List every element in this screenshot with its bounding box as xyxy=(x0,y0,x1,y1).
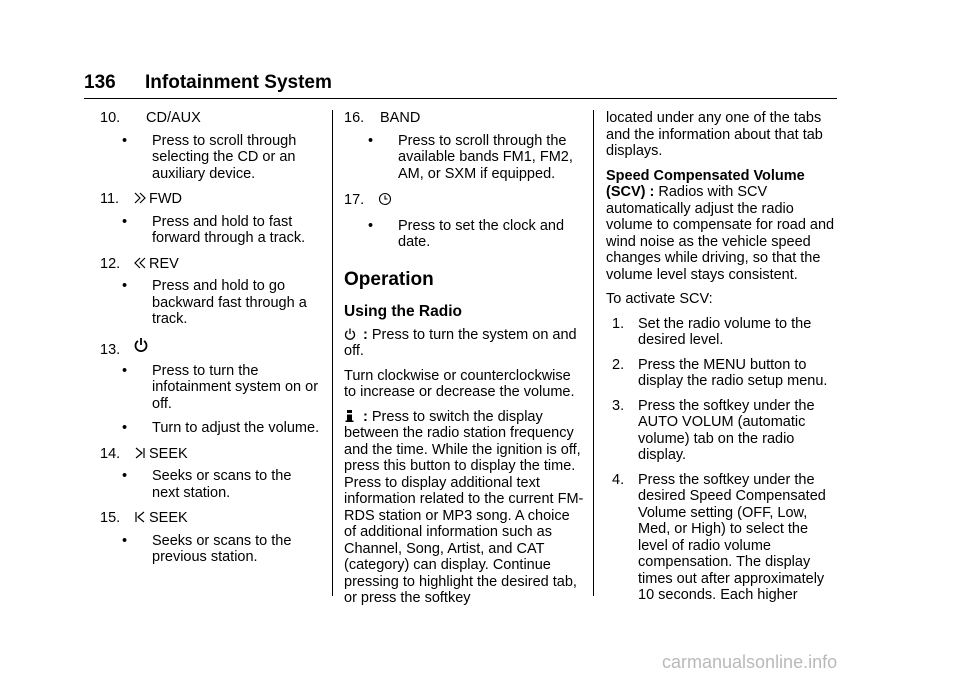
step-number: 2. xyxy=(612,356,625,373)
bullet-text: Press to turn the infotainment system on or off. xyxy=(152,362,319,412)
column-3 xyxy=(606,110,838,604)
step-number: 1. xyxy=(612,315,625,332)
column-divider-right xyxy=(593,110,594,596)
item-number: 12. xyxy=(100,255,121,272)
item-label: SEEK xyxy=(149,445,188,462)
list-item-16 xyxy=(344,110,584,182)
step-number: 4. xyxy=(612,471,625,488)
colon-separator: : xyxy=(359,326,372,343)
bullet-dot: • xyxy=(122,132,128,149)
info-paragraph xyxy=(344,409,584,607)
subsection-heading: Using the Radio xyxy=(344,302,462,320)
bullet-text: Press to scroll through selecting the CD or an auxiliary device. xyxy=(152,132,297,182)
column-divider-left xyxy=(332,110,333,596)
item-label: BAND xyxy=(380,110,421,126)
item-number: 15. xyxy=(100,510,121,526)
item-number: 14. xyxy=(100,445,121,462)
bullet-dot: • xyxy=(122,213,128,230)
bullet-text: Press and hold to fast forward through a track. xyxy=(152,213,306,246)
bullet xyxy=(122,363,320,413)
bullet xyxy=(122,278,320,328)
power-icon xyxy=(344,327,356,341)
bullet-text: Press to set the clock and date. xyxy=(398,217,565,250)
bullet-text: Seeks or scans to the next station. xyxy=(152,468,292,501)
bullet xyxy=(368,218,584,251)
volume-paragraph: Turn clockwise or counterclockwise to increase or decrease the volume. xyxy=(344,367,575,400)
bullet-dot: • xyxy=(122,278,128,294)
list-item-10 xyxy=(100,110,320,182)
step-text: Press the softkey under the AUTO VOLUM (automatic volume) tab on the radio display. xyxy=(638,397,815,463)
scv-label: Speed Compensated Volume (SCV) : xyxy=(606,167,805,200)
info-icon xyxy=(344,409,356,423)
bullet xyxy=(368,133,584,183)
bullet-dot: • xyxy=(122,362,128,379)
list-item-13 xyxy=(100,337,320,437)
continued-paragraph: located under any one of the tabs and the information about that tab displays. xyxy=(606,110,823,159)
step-number: 3. xyxy=(612,397,625,414)
steps-list xyxy=(606,316,838,604)
seek-next-icon xyxy=(134,446,146,460)
bullet xyxy=(122,533,320,566)
page-number: 136 xyxy=(84,72,116,93)
bullet-text: Press to scroll through the available bands FM1, FM2, AM, or SXM if equipped. xyxy=(398,132,573,182)
watermark: carmanualsonline.info xyxy=(662,652,838,672)
bullet xyxy=(122,468,320,501)
bullet xyxy=(122,214,320,247)
column-2 xyxy=(344,110,584,607)
seek-previous-icon xyxy=(134,510,146,524)
bullet-text: Press and hold to go backward fast through a track. xyxy=(152,278,307,327)
scv-paragraph xyxy=(606,168,838,284)
bullet-dot: • xyxy=(368,132,374,149)
step-item xyxy=(606,316,838,349)
step-text: Press the softkey under the desired Speed Compensated Volume setting (OFF, Low, Med, or High) to select the level of radio volume compensation. The display times out after approximately 10 seconds. Each higher xyxy=(638,471,826,603)
section-heading: Operation xyxy=(344,268,434,290)
header-rule xyxy=(84,98,837,99)
step-text: Set the radio volume to the desired level. xyxy=(638,315,812,348)
column-1 xyxy=(100,110,320,566)
fast-forward-icon xyxy=(134,191,146,205)
bullet-dot: • xyxy=(122,468,128,484)
item-label: CD/AUX xyxy=(146,110,201,126)
paragraph-text: Press to turn the system on and off. xyxy=(344,326,577,359)
bullet-dot: • xyxy=(122,532,128,549)
item-number: 10. xyxy=(100,110,121,126)
scv-text: Radios with SCV automatically adjust the radio volume to compensate for road and wind noise as the vehicle speed changes while driving, so that the volume level stays consistent. xyxy=(606,184,835,283)
bullet-text: Turn to adjust the volume. xyxy=(152,420,320,436)
colon-separator: : xyxy=(359,408,372,425)
step-item xyxy=(606,472,838,604)
page-title: Infotainment System xyxy=(145,72,332,93)
paragraph-text: Press to switch the display between the radio station frequency and the time. While the ignition is off, press this button to display the time. Press to display additional text information related to the current FM-RDS station or MP3 song. A choice of additional information such as Channel, Song, Artist, and CAT (category) can display. Continue pressing to highlight the desired tab, or press the softkey xyxy=(344,408,584,606)
power-paragraph xyxy=(344,327,584,360)
list-item-12 xyxy=(100,255,320,328)
bullet xyxy=(122,133,320,183)
step-item xyxy=(606,357,838,390)
list-item-14 xyxy=(100,445,320,502)
item-label: REV xyxy=(149,255,179,272)
activate-intro: To activate SCV: xyxy=(606,291,713,307)
bullet xyxy=(122,420,320,437)
clock-icon xyxy=(378,192,392,206)
item-label: FWD xyxy=(149,191,183,207)
item-number: 13. xyxy=(100,341,121,358)
step-item xyxy=(606,398,838,464)
bullet-dot: • xyxy=(122,420,128,436)
item-number: 11. xyxy=(100,191,120,207)
item-number: 17. xyxy=(344,192,365,208)
list-item-17 xyxy=(344,192,584,251)
bullet-dot: • xyxy=(368,217,374,234)
power-icon xyxy=(134,337,148,353)
list-item-11 xyxy=(100,191,320,247)
bullet-text: Seeks or scans to the previous station. xyxy=(152,532,292,565)
list-item-15 xyxy=(100,510,320,566)
item-number: 16. xyxy=(344,110,365,126)
step-text: Press the MENU button to display the radio setup menu. xyxy=(638,356,828,389)
rewind-icon xyxy=(134,256,146,270)
item-label: SEEK xyxy=(149,510,188,526)
